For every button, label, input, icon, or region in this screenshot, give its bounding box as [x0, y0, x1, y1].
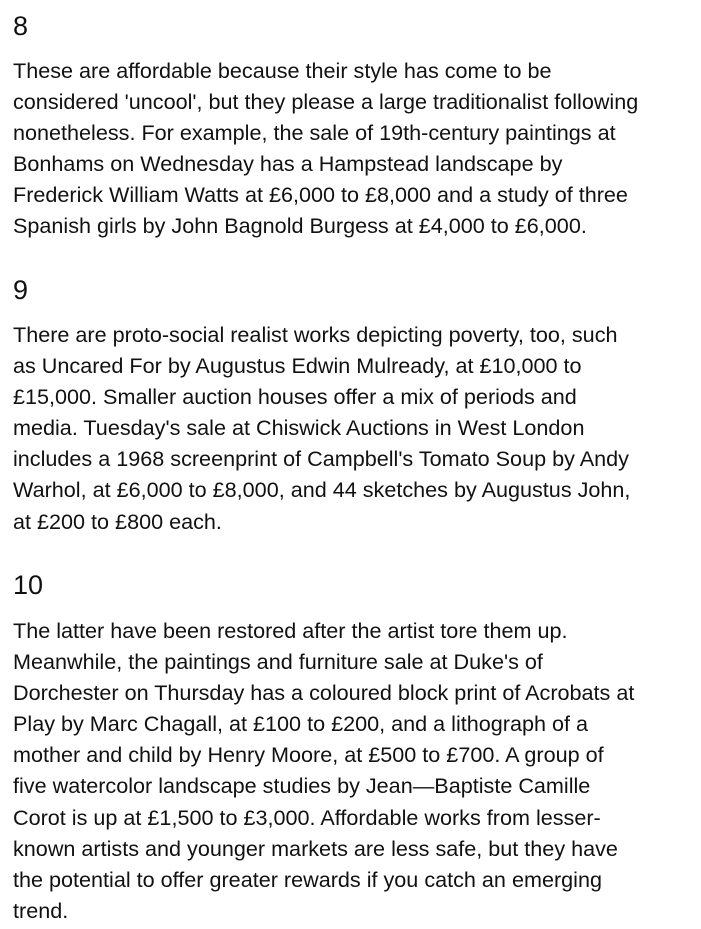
section-number: 9: [13, 275, 29, 305]
paragraph-line: Corot is up at £1,500 to £3,000. Affordable works from lesser-: [13, 804, 601, 830]
paragraph-line: Meanwhile, the paintings and furniture sale at Duke's of: [13, 649, 543, 675]
paragraph-line: Frederick William Watts at £6,000 to £8,000 and a study of three: [13, 182, 628, 208]
paragraph-line: £15,000. Smaller auction houses offer a mix of periods and: [13, 384, 577, 410]
paragraph-line: the potential to offer greater rewards if you catch an emerging: [13, 866, 602, 892]
paragraph-line: Spanish girls by John Bagnold Burgess at £4,000 to £6,000.: [13, 213, 587, 239]
section-paragraph: [13, 55, 638, 242]
paragraph-line: media. Tuesday's sale at Chiswick Auctions in West London: [13, 415, 585, 441]
paragraph-line: There are proto-social realist works depicting poverty, too, such: [13, 322, 618, 347]
paragraph-line: at £200 to £800 each.: [13, 508, 222, 534]
section-number: 10: [13, 570, 44, 600]
paragraph-line: Bonhams on Wednesday has a Hampstead landscape by: [13, 151, 563, 177]
section-paragraph: [13, 615, 634, 926]
paragraph-line: Play by Marc Chagall, at £100 to £200, and a lithograph of a: [13, 711, 589, 737]
paragraph-line: Dorchester on Thursday has a coloured block print of Acrobats at: [13, 680, 635, 706]
paragraph-line: as Uncared For by Augustus Edwin Mulready, at £10,000 to: [13, 353, 582, 379]
section-paragraph: [13, 319, 630, 537]
paragraph-line: trend.: [13, 897, 69, 923]
paragraph-line: These are affordable because their style has come to be: [13, 58, 552, 83]
paragraph-line: five watercolor landscape studies by Jean—Baptiste Camille: [13, 773, 591, 799]
paragraph-line: considered 'uncool', but they please a large traditionalist following: [13, 89, 639, 115]
paragraph-line: mother and child by Henry Moore, at £500 to £700. A group of: [13, 742, 604, 768]
paragraph-line: The latter have been restored after the artist tore them up.: [13, 618, 568, 643]
paragraph-line: includes a 1968 screenprint of Campbell's Tomato Soup by Andy: [13, 446, 629, 472]
paragraph-line: Warhol, at £6,000 to £8,000, and 44 sketches by Augustus John,: [13, 477, 631, 503]
paragraph-line: nonetheless. For example, the sale of 19th-century paintings at: [13, 120, 616, 146]
section-number: 8: [13, 11, 29, 41]
paragraph-line: known artists and younger markets are less safe, but they have: [13, 835, 618, 861]
